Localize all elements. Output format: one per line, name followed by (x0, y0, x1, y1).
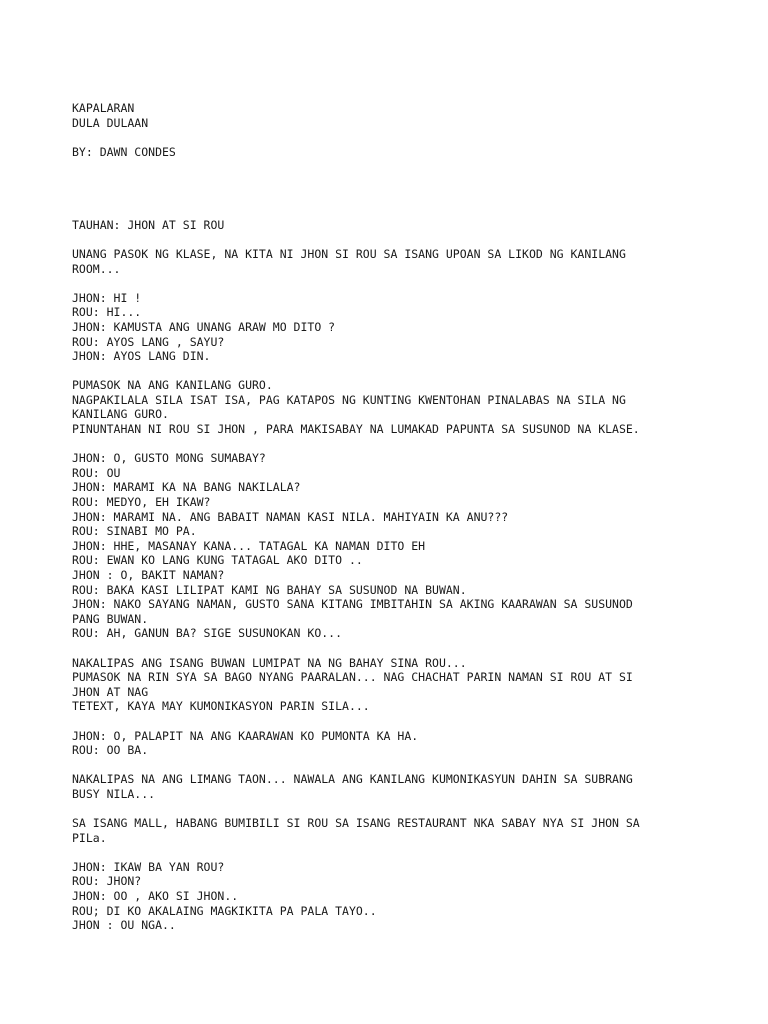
text-line: DULA DULAAN (72, 115, 149, 130)
text-line: JHON: HI ! (72, 290, 142, 305)
text-line: JHON: AYOS LANG DIN. (72, 349, 211, 364)
text-line: ROOM... (72, 261, 121, 276)
text-line: PINUNTAHAN NI ROU SI JHON , PARA MAKISABAY NA LUMAKAD PAPUNTA SA SUSUNOD NA KLASE. (72, 422, 640, 437)
text-line: PUMASOK NA RIN SYA SA BAGO NYANG PAARALAN... NAG CHACHAT PARIN NAMAN SI ROU AT SI (72, 670, 633, 685)
document-body (72, 101, 712, 933)
text-line: JHON: KAMUSTA ANG UNANG ARAW MO DITO ? (72, 319, 336, 334)
text-line: ROU; DI KO AKALAING MAGKIKITA PA PALA TAYO.. (72, 903, 377, 918)
text-line: JHON: MARAMI NA. ANG BABAIT NAMAN KASI NILA. MAHIYAIN KA ANU??? (72, 509, 509, 524)
text-line: JHON: OO , AKO SI JHON.. (72, 889, 239, 904)
text-line: KAPALARAN (72, 101, 135, 115)
text-line: JHON: HHE, MASANAY KANA... TATAGAL KA NAMAN DITO EH (72, 538, 426, 553)
text-line: PANG BUWAN. (72, 611, 149, 626)
text-line: NAKALIPAS ANG ISANG BUWAN LUMIPAT NA NG BAHAY SINA ROU... (72, 655, 467, 670)
text-line: JHON: IKAW BA YAN ROU? (72, 859, 225, 874)
blank-line (72, 276, 712, 291)
text-line: JHON: O, PALAPIT NA ANG KAARAWAN KO PUMONTA KA HA. (72, 728, 419, 743)
text-line: NAKALIPAS NA ANG LIMANG TAON... NAWALA ANG KANILANG KUMONIKASYUN DAHIN SA SUBRANG (72, 772, 633, 787)
blank-line (72, 758, 712, 773)
text-line: ROU: EWAN KO LANG KUNG TATAGAL AKO DITO .. (72, 553, 363, 568)
text-line: ROU: MEDYO, EH IKAW? (72, 495, 211, 510)
text-line: JHON : O, BAKIT NAMAN? (72, 568, 225, 582)
text-line: BY: DAWN CONDES (72, 144, 176, 159)
text-line: ROU: JHON? (72, 874, 142, 889)
blank-line (72, 232, 712, 247)
text-line: JHON AT NAG (72, 684, 149, 699)
blank-line (72, 437, 712, 452)
text-line: ROU: OU (72, 465, 121, 480)
text-line: TAUHAN: JHON AT SI ROU (72, 217, 225, 232)
text-line: JHON: MARAMI KA NA BANG NAKILALA? (72, 480, 301, 495)
blank-line (72, 802, 712, 817)
text-line: PUMASOK NA ANG KANILANG GURO. (72, 378, 273, 393)
blank-line (72, 714, 712, 729)
blank-line (72, 130, 712, 145)
text-line: ROU: BAKA KASI LILIPAT KAMI NG BAHAY SA SUSUNOD NA BUWAN. (72, 582, 467, 597)
text-line: JHON : OU NGA.. (72, 918, 176, 933)
blank-line (72, 364, 712, 379)
text-line: JHON: NAKO SAYANG NAMAN, GUSTO SANA KITANG IMBITAHIN SA AKING KAARAWAN SA SUSUNOD (72, 597, 633, 612)
text-line: NAGPAKILALA SILA ISAT ISA, PAG KATAPOS NG KUNTING KWENTOHAN PINALABAS NA SILA NG (72, 392, 626, 407)
text-line: ROU: AYOS LANG , SAYU? (72, 334, 225, 349)
blank-line (72, 203, 712, 218)
text-line: UNANG PASOK NG KLASE, NA KITA NI JHON SI ROU SA ISANG UPOAN SA LIKOD NG KANILANG (72, 246, 626, 261)
text-line: JHON: O, GUSTO MONG SUMABAY? (72, 451, 266, 466)
text-line: TETEXT, KAYA MAY KUMONIKASYON PARIN SILA... (72, 699, 370, 714)
text-line: ROU: OO BA. (72, 743, 149, 758)
text-line: ROU: AH, GANUN BA? SIGE SUSUNOKAN KO... (72, 626, 343, 641)
text-line: ROU: HI... (72, 305, 142, 320)
blank-line (72, 641, 712, 656)
blank-line (72, 159, 712, 174)
text-line: SA ISANG MALL, HABANG BUMIBILI SI ROU SA ISANG RESTAURANT NKA SABAY NYA SI JHON SA (72, 816, 640, 831)
text-line: BUSY NILA... (72, 786, 156, 801)
blank-line (72, 845, 712, 860)
text-line: KANILANG GURO. (72, 407, 169, 422)
blank-line (72, 174, 712, 189)
text-line: ROU: SINABI MO PA. (72, 524, 197, 539)
text-line: PILa. (72, 830, 107, 845)
blank-line (72, 189, 712, 204)
